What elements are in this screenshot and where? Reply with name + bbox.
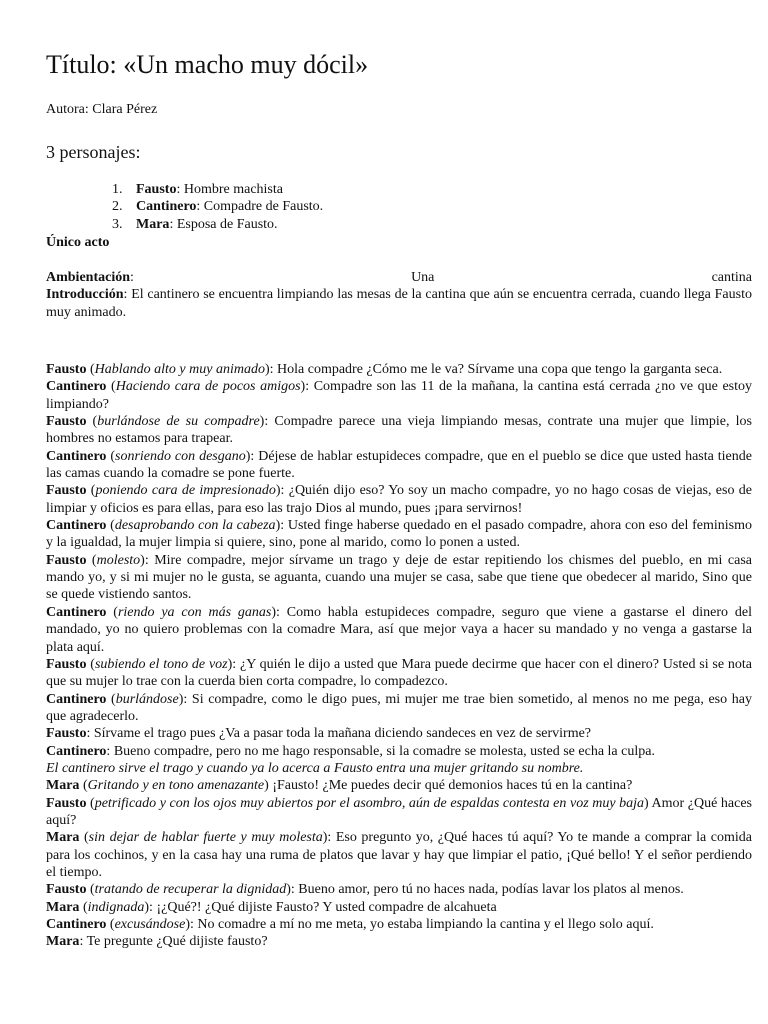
speaker-name: Fausto bbox=[46, 552, 87, 568]
stage-direction: burlándose de su compadre bbox=[97, 414, 260, 430]
dialogue-line bbox=[46, 743, 752, 760]
stage-direction: sin dejar de hablar fuerte y muy molesta bbox=[88, 830, 323, 846]
dialogue-text: Compadre parece una vieja limpiando mesas, contrate una mujer que limpie, los hombres no estamos para trapear. bbox=[46, 414, 752, 447]
paren-close: ): bbox=[227, 656, 240, 672]
dialogue-line bbox=[46, 795, 752, 830]
paren-open: ( bbox=[86, 552, 97, 568]
paren-open: ( bbox=[106, 691, 116, 707]
speaker-name: Fausto bbox=[46, 362, 87, 377]
stage-direction: indignada bbox=[87, 899, 145, 915]
paren-open: ( bbox=[106, 604, 118, 620]
dialogue-text: ¡¿Qué?! ¿Qué dijiste Fausto? Y usted compadre de alcahueta bbox=[156, 899, 497, 915]
paren-open: ( bbox=[86, 656, 95, 672]
dialogue-line bbox=[46, 777, 752, 794]
paren-open: ( bbox=[106, 448, 116, 464]
paren-close: ): bbox=[275, 518, 288, 534]
dialogue-line bbox=[46, 482, 752, 517]
dialogue-line bbox=[46, 899, 752, 916]
dialogue-text: Si compadre, como le digo pues, mi mujer me trae bien sometido, al menos no me pega, eso hay que agradecerlo. bbox=[46, 691, 752, 724]
paren-open: ( bbox=[106, 917, 115, 932]
speaker-name: Mara bbox=[46, 899, 80, 915]
stage-direction: poniendo cara de impresionado bbox=[95, 483, 276, 499]
character-item bbox=[112, 198, 323, 215]
paren-open: ( bbox=[79, 778, 88, 794]
speaker-name: Fausto bbox=[46, 726, 87, 742]
dialogue-text: Eso pregunto yo, ¿Qué haces tú aquí? Yo te mande a comprar la comida para los cochinos, y en la casa hay una ruma de platos que lavar y hay que limpiar el patio, ¡Qué bello! Y el señor perdiendo el tiempo. bbox=[46, 830, 752, 880]
speaker-name: Fausto bbox=[46, 414, 87, 430]
dialogue-line bbox=[46, 760, 752, 777]
dialogue-text: Bueno compadre, pero no me hago responsable, si la comadre se molesta, usted se echa la culpa. bbox=[113, 743, 655, 759]
speaker-name: Fausto bbox=[46, 656, 87, 672]
dialogue-body bbox=[46, 361, 752, 951]
dialogue-text: Mire compadre, mejor sírvame un trago y deje de estar repitiendo los chismes del pueblo, en mi casa mando yo, y si mi mujer no le gusta, se aguanta, cuando una mujer se casa, sabe que tiene que obedecer al marido, Sino que se quede vistiendo santos. bbox=[46, 552, 752, 603]
introduccion-label: Introducción bbox=[46, 287, 124, 303]
dialogue-line bbox=[46, 361, 752, 378]
paren-close: ): bbox=[275, 483, 289, 499]
dialogue-line bbox=[46, 725, 752, 742]
character-item bbox=[112, 216, 323, 233]
stage-direction: Haciendo cara de pocos amigos bbox=[115, 379, 301, 395]
document-title: Título: «Un macho muy dócil» bbox=[46, 50, 369, 79]
paren-close: ): bbox=[271, 604, 287, 620]
ambientacion-word: cantina bbox=[711, 270, 752, 285]
paren-close: ): bbox=[259, 414, 275, 430]
dialogue-text: Te pregunte ¿Qué dijiste fausto? bbox=[86, 934, 268, 950]
stage-direction: riendo ya con más ganas bbox=[117, 604, 272, 620]
stage-direction: petrificado y con los ojos muy abiertos por el asombro, aún de espaldas contesta en voz muy baja bbox=[94, 795, 645, 811]
paren-open: ( bbox=[106, 379, 116, 395]
dialogue-text: Bueno amor, pero tú no haces nada, podías lavar los platos al menos. bbox=[298, 882, 684, 898]
paren-close: : bbox=[79, 934, 87, 950]
paren-close: ): bbox=[144, 899, 157, 915]
character-description: : Compadre de Fausto. bbox=[196, 199, 324, 215]
paren-open: ( bbox=[86, 882, 95, 898]
characters-heading: 3 personajes: bbox=[46, 142, 141, 162]
character-list bbox=[112, 181, 323, 233]
stage-direction: Hablando alto y muy animado bbox=[94, 362, 265, 377]
dialogue-line bbox=[46, 829, 752, 881]
dialogue-line bbox=[46, 656, 752, 691]
paren-open: ( bbox=[86, 795, 95, 811]
speaker-name: Fausto bbox=[46, 795, 87, 811]
character-description: : Hombre machista bbox=[176, 182, 283, 197]
dialogue-text: Déjese de hablar estupideces compadre, que en el pueblo se dice que usted hasta tiende las camas cuando la comadre se pone fuerte. bbox=[46, 448, 752, 482]
paren-close: ): bbox=[140, 552, 155, 568]
introduccion-text: : El cantinero se encuentra limpiando las mesas de la cantina que aún se encuentra cerrada, cuando llega Fausto muy animado. bbox=[46, 287, 752, 320]
character-name: Mara bbox=[136, 216, 170, 232]
speaker-name: Cantinero bbox=[46, 379, 107, 395]
setting-block bbox=[46, 269, 752, 321]
speaker-name: Fausto bbox=[46, 483, 87, 499]
paren-close: ) bbox=[644, 795, 652, 811]
dialogue-text: ¡Fausto! ¿Me puedes decir qué demonios haces tú en la cantina? bbox=[272, 778, 633, 794]
paren-close: ): bbox=[178, 691, 192, 707]
paren-close: ): bbox=[185, 917, 198, 932]
dialogue-text: Sírvame el trago pues ¿Va a pasar toda la mañana diciendo sandeces en vez de servirme? bbox=[93, 726, 592, 742]
paren-close: ): bbox=[300, 379, 314, 395]
character-description: : Esposa de Fausto. bbox=[169, 216, 278, 232]
dialogue-text: Usted finge haberse quedado en el pasado compadre, ahora con eso del feminismo y la igualdad, la mujer limpia si quiere, sino, pone al marido, como lo ponen a usted. bbox=[46, 518, 752, 551]
dialogue-line bbox=[46, 413, 752, 448]
character-number: 2. bbox=[112, 199, 123, 215]
stage-direction: sonriendo con desgano bbox=[115, 448, 246, 464]
speaker-name: Cantinero bbox=[46, 604, 107, 620]
speaker-name: Mara bbox=[46, 830, 80, 846]
dialogue-text: ¿Quién dijo eso? Yo soy un macho compadre, yo no hago cosas de viejas, eso de limpiar y oficios es para ellas, para eso las trajo Dios al mundo, pues ¡para servirnos! bbox=[46, 483, 752, 516]
speaker-name: Fausto bbox=[46, 882, 87, 898]
dialogue-text: Amor ¿Qué haces aquí? bbox=[46, 795, 753, 828]
dialogue-line bbox=[46, 604, 752, 656]
paren-open: ( bbox=[86, 362, 95, 377]
character-number: 1. bbox=[112, 182, 123, 197]
paren-close: ): bbox=[245, 448, 259, 464]
character-name: Cantinero bbox=[136, 199, 197, 215]
stage-direction: tratando de recuperar la dignidad bbox=[94, 882, 287, 898]
stage-direction: subiendo el tono de voz bbox=[94, 656, 228, 672]
paren-open: ( bbox=[106, 518, 115, 534]
stage-direction: desaprobando con la cabeza bbox=[114, 518, 276, 534]
ambientacion-colon: : bbox=[130, 270, 134, 285]
paren-open: ( bbox=[86, 483, 96, 499]
paren-open: ( bbox=[79, 830, 89, 846]
paren-open: ( bbox=[86, 414, 98, 430]
speaker-name: Cantinero bbox=[46, 448, 107, 464]
character-number: 3. bbox=[112, 216, 123, 232]
character-item bbox=[112, 181, 323, 198]
ambientacion-word: Una bbox=[411, 270, 435, 285]
speaker-name: Cantinero bbox=[46, 917, 107, 932]
stage-direction: Gritando y en tono amenazante bbox=[87, 778, 265, 794]
paren-open: ( bbox=[79, 899, 88, 915]
paren-close: ): bbox=[322, 830, 336, 846]
dialogue-text: Como habla estupideces compadre, seguro que viene a gastarse el dinero del mandado, yo no quiero problemas con la comadre Mara, así que mejor vaya a hacer su mandado y no venga a gastarse la plata aquí. bbox=[46, 604, 752, 655]
paren-close: ) bbox=[264, 778, 273, 794]
stage-direction: El cantinero sirve el trago y cuando ya lo acerca a Fausto entra una mujer gritando su nombre. bbox=[46, 760, 584, 776]
paren-close: : bbox=[86, 726, 94, 742]
paren-close: ): bbox=[264, 362, 278, 377]
speaker-name: Mara bbox=[46, 778, 80, 794]
dialogue-line bbox=[46, 933, 752, 950]
stage-direction: excusándose bbox=[114, 917, 186, 932]
ambientacion-label: Ambientación bbox=[46, 270, 130, 285]
speaker-name: Mara bbox=[46, 934, 80, 950]
author-line: Autora: Clara Pérez bbox=[46, 102, 158, 117]
stage-direction: molesto bbox=[96, 552, 141, 568]
dialogue-line bbox=[46, 448, 752, 483]
dialogue-text: No comadre a mí no me meta, yo estaba limpiando la cantina y el llego solo aquí. bbox=[197, 917, 654, 932]
act-heading: Único acto bbox=[46, 235, 110, 250]
ambientacion-line bbox=[46, 269, 752, 286]
paren-close: : bbox=[106, 743, 114, 759]
dialogue-line bbox=[46, 691, 752, 726]
paren-close: ): bbox=[286, 882, 299, 898]
dialogue-text: Compadre son las 11 de la mañana, la cantina está cerrada ¿no ve que estoy limpiando? bbox=[46, 379, 753, 412]
stage-direction: burlándose bbox=[115, 691, 179, 707]
dialogue-line bbox=[46, 552, 752, 604]
speaker-name: Cantinero bbox=[46, 518, 107, 534]
speaker-name: Cantinero bbox=[46, 691, 107, 707]
dialogue-line bbox=[46, 378, 752, 413]
dialogue-line bbox=[46, 517, 752, 552]
dialogue-line bbox=[46, 916, 752, 933]
dialogue-line bbox=[46, 881, 752, 898]
introduccion-line bbox=[46, 286, 752, 321]
speaker-name: Cantinero bbox=[46, 743, 107, 759]
dialogue-text: Hola compadre ¿Cómo me le va? Sírvame una copa que tengo la garganta seca. bbox=[277, 362, 723, 377]
character-name: Fausto bbox=[136, 182, 177, 197]
dialogue-text: ¿Y quién le dijo a usted que Mara puede decirme que hacer con el dinero? Usted si se nota que su mujer lo trae con la cuerda bien corta compadre, lo compadezco. bbox=[46, 656, 752, 690]
